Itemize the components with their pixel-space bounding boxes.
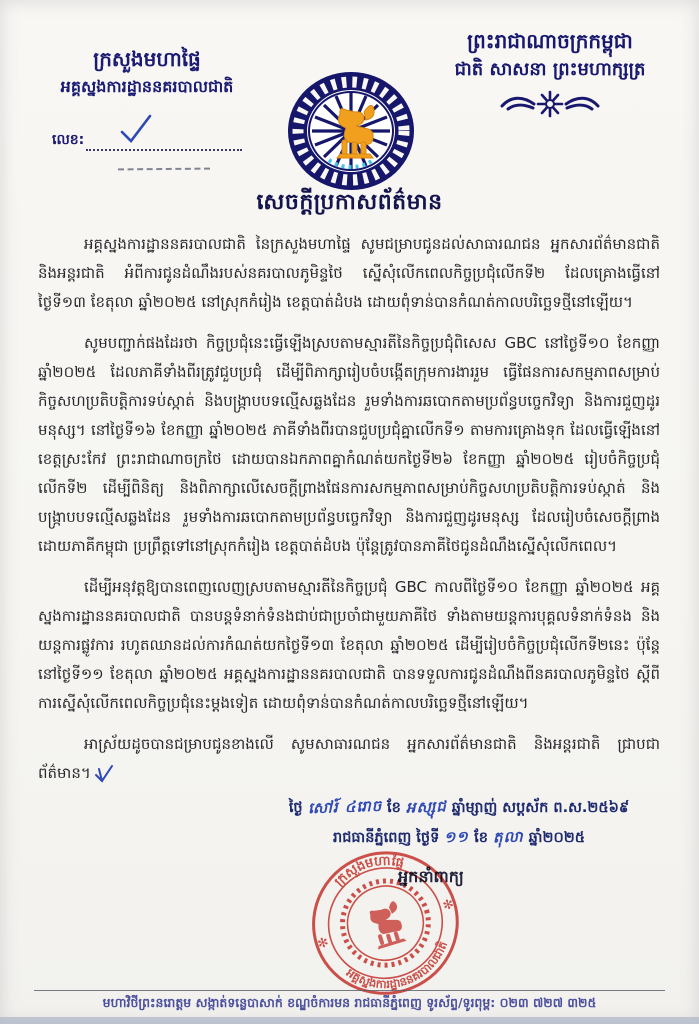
footer-address: មហាវិថីព្រះនរោត្តម សង្កាត់ទន្លេបាសាក់ ខណ្ឌចំការមន រាជធានីភ្នំពេញ ទូរស័ព្ទ/ទូរពុម្ព: ០២៣ ៧២៧ ៣២៥ <box>102 995 597 1010</box>
stamp-star-left: ✻ <box>315 934 331 953</box>
letterhead-ministry-block <box>28 44 266 100</box>
stamp-lion-figure <box>366 900 408 949</box>
scan-edge-strip <box>0 1017 699 1024</box>
national-police-emblem-logo <box>284 68 418 196</box>
khmer-ornament-icon <box>498 89 602 119</box>
page-title: សេចក្តីប្រកាសព័ត៌មាន <box>256 190 443 215</box>
stamp-bottom-text: អគ្គស្នងការដ្ឋាននគរបាលជាតិ <box>343 939 451 992</box>
paragraph-2: សូមបញ្ជាក់ផងដែរថា កិច្ចប្រជុំនេះធ្វើឡើងស្របតាមស្មារតីនៃកិច្ចប្រជុំពិសេស GBC នៅថ្ងៃទី១០ ខែកញ្ញា ឆ្នាំ២០២៥ ដែលភាគីទាំងពីរត្រូវជួបប្រជុំ ដើម្បីពិភាក្សារៀបចំបង្កើតក្រុមការងាររួម ធ្វើផែនការសកម្មភាពសម្រាប់កិច្ចសហប្រតិបត្តិការទប់ស្កាត់ និងបង្ក្រាបបទល្មើសឆ្លងដែន រួមទាំងការឆបោកតាមប្រព័ន្ធបច្ចេកវិទ្យា និងការជួញដូរមនុស្ស។ នៅថ្ងៃទី១៦ ខែកញ្ញា ឆ្នាំ២០២៥ ភាគីទាំងពីរបានជួបប្រជុំគ្នាលើកទី១ តាមការគ្រោងទុក ដែលធ្វើឡើងនៅខេត្តស្រះកែវ ព្រះរាជាណាចក្រថៃ ដោយបានឯកភាពគ្នាកំណត់យកថ្ងៃទី២៦ ខែកញ្ញា ឆ្នាំ២០២៥ រៀបចំកិច្ចប្រជុំលើកទី២ ដើម្បីពិនិត្យ និងពិភាក្សាលើសេចក្តីព្រាងផែនការសកម្មភាពសម្រាប់កិច្ចសហប្រតិបត្តិការទប់ស្កាត់ និងបង្ក្រាបបទល្មើសឆ្លងដែន រួមទាំងការឆបោកតាមប្រព័ន្ធបច្ចេកវិទ្យា និងការជួញដូរមនុស្ស ដែលរៀបចំសេចក្តីព្រាងដោយភាគីកម្ពុជា ប្រព្រឹត្តទៅនៅស្រុកកំរៀង ខេត្តបាត់ដំបង ប៉ុន្តែត្រូវបានភាគីថៃជូនដំណឹងស្នើសុំលើកពេល។ <box>38 334 660 555</box>
handwritten-tick-icon <box>93 764 115 784</box>
stamp-star-right: ✻ <box>441 896 456 915</box>
paragraph-3: ដើម្បីអនុវត្តឱ្យបានពេញលេញស្របតាមស្មារតីនៃកិច្ចប្រជុំ GBC កាលពីថ្ងៃទី១០ ខែកញ្ញា ឆ្នាំ២០២៥ អគ្គស្នងការដ្ឋាននគរបាលជាតិ បានបន្តទំនាក់ទំនងជាប់ជាប្រចាំជាមួយភាគីថៃ ទាំងតាមយន្តការបុគ្គលទំនាក់ទំនង និងយន្តការផ្លូវការ រហូតឈានដល់ការកំណត់យកថ្ងៃទី១៣ ខែតុលា ឆ្នាំ២០២៥ ដើម្បីរៀបចំកិច្ចប្រជុំលើកទី២នេះ ប៉ុន្តែនៅថ្ងៃទី១១ ខែតុលា ឆ្នាំ២០២៥ អគ្គស្នងការដ្ឋាននគរបាលជាតិ បានទទួលការជូនដំណឹងពីនគរបាលភូមិន្ទថៃ ស្តីពីការស្នើសុំលើកពេលកិច្ចប្រជុំនេះម្តងទៀត ដោយពុំទាន់បានកំណត់កាលបរិច្ឆេទថ្មីនៅឡើយ។ <box>38 578 660 712</box>
handwritten-check-icon <box>116 112 156 146</box>
civil-date-line: រាជធានីភ្នំពេញ ថ្ងៃទី ១១ ខែ តុលា ឆ្នាំ២០២៥ <box>249 823 669 853</box>
handwritten-lunar-month: អស្សុជ <box>405 797 447 817</box>
kingdom-motto-line2: ជាតិ សាសនា ព្រះមហាក្សត្រ <box>454 59 646 80</box>
department-name: អគ្គស្នងការដ្ឋាននគរបាលជាតិ <box>60 77 234 96</box>
handwritten-lunar-day: សៅរ៍ ៤រោច <box>307 796 383 818</box>
lunar-date-line: ថ្ងៃ សៅរ៍ ៤រោច ខែ អស្សុជ ឆ្នាំម្សាញ់ សប្តស័ក ព.ស.២៥៦៩ <box>249 793 669 823</box>
ministry-name: ក្រសួងមហាផ្ទៃ <box>93 47 201 71</box>
paragraph-4: អាស្រ័យដូចបានជម្រាបជូនខាងលើ សូមសាធារណជន អ្នកសារព័ត៌មានជាតិ និងអន្តរជាតិ ជ្រាបជាព័ត៌មាន។ <box>38 735 660 782</box>
divider-scribble <box>118 168 210 171</box>
letterhead-kingdom-block <box>415 26 685 123</box>
handwritten-day-number: ១១ <box>444 827 470 846</box>
stamp-top-text: ក្រសួងមហាផ្ទៃ <box>331 853 406 890</box>
handwritten-month-name: តុលា <box>492 827 524 847</box>
reference-dotted-line <box>86 135 242 151</box>
footer-divider <box>34 990 665 991</box>
document-body <box>38 230 660 800</box>
reference-number-label: លេខ: <box>52 132 85 148</box>
spokesperson-label: អ្នកនាំពាក្យ <box>398 867 464 886</box>
kingdom-motto-line1: ព្រះរាជាណាចក្រកម្ពុជា <box>467 29 633 53</box>
paragraph-1: អគ្គស្នងការដ្ឋាននគរបាលជាតិ នៃក្រសួងមហាផ្ទៃ សូមជម្រាបជូនដល់សាធារណជន អ្នកសារព័ត៌មានជាតិ និងអន្តរជាតិ អំពីការជូនដំណឹងរបស់នគរបាលភូមិន្ទថៃ ស្នើសុំលើកពេលកិច្ចប្រជុំលើកទី២ ដែលគ្រោងធ្វើនៅថ្ងៃទី១៣ ខែតុលា ឆ្នាំ២០២៥ នៅស្រុកកំរៀង ខេត្តបាត់ដំបង ដោយពុំទាន់បានកំណត់កាលបរិច្ឆេទថ្មីនៅឡើយ។ <box>38 235 660 311</box>
official-red-stamp <box>266 823 507 1024</box>
